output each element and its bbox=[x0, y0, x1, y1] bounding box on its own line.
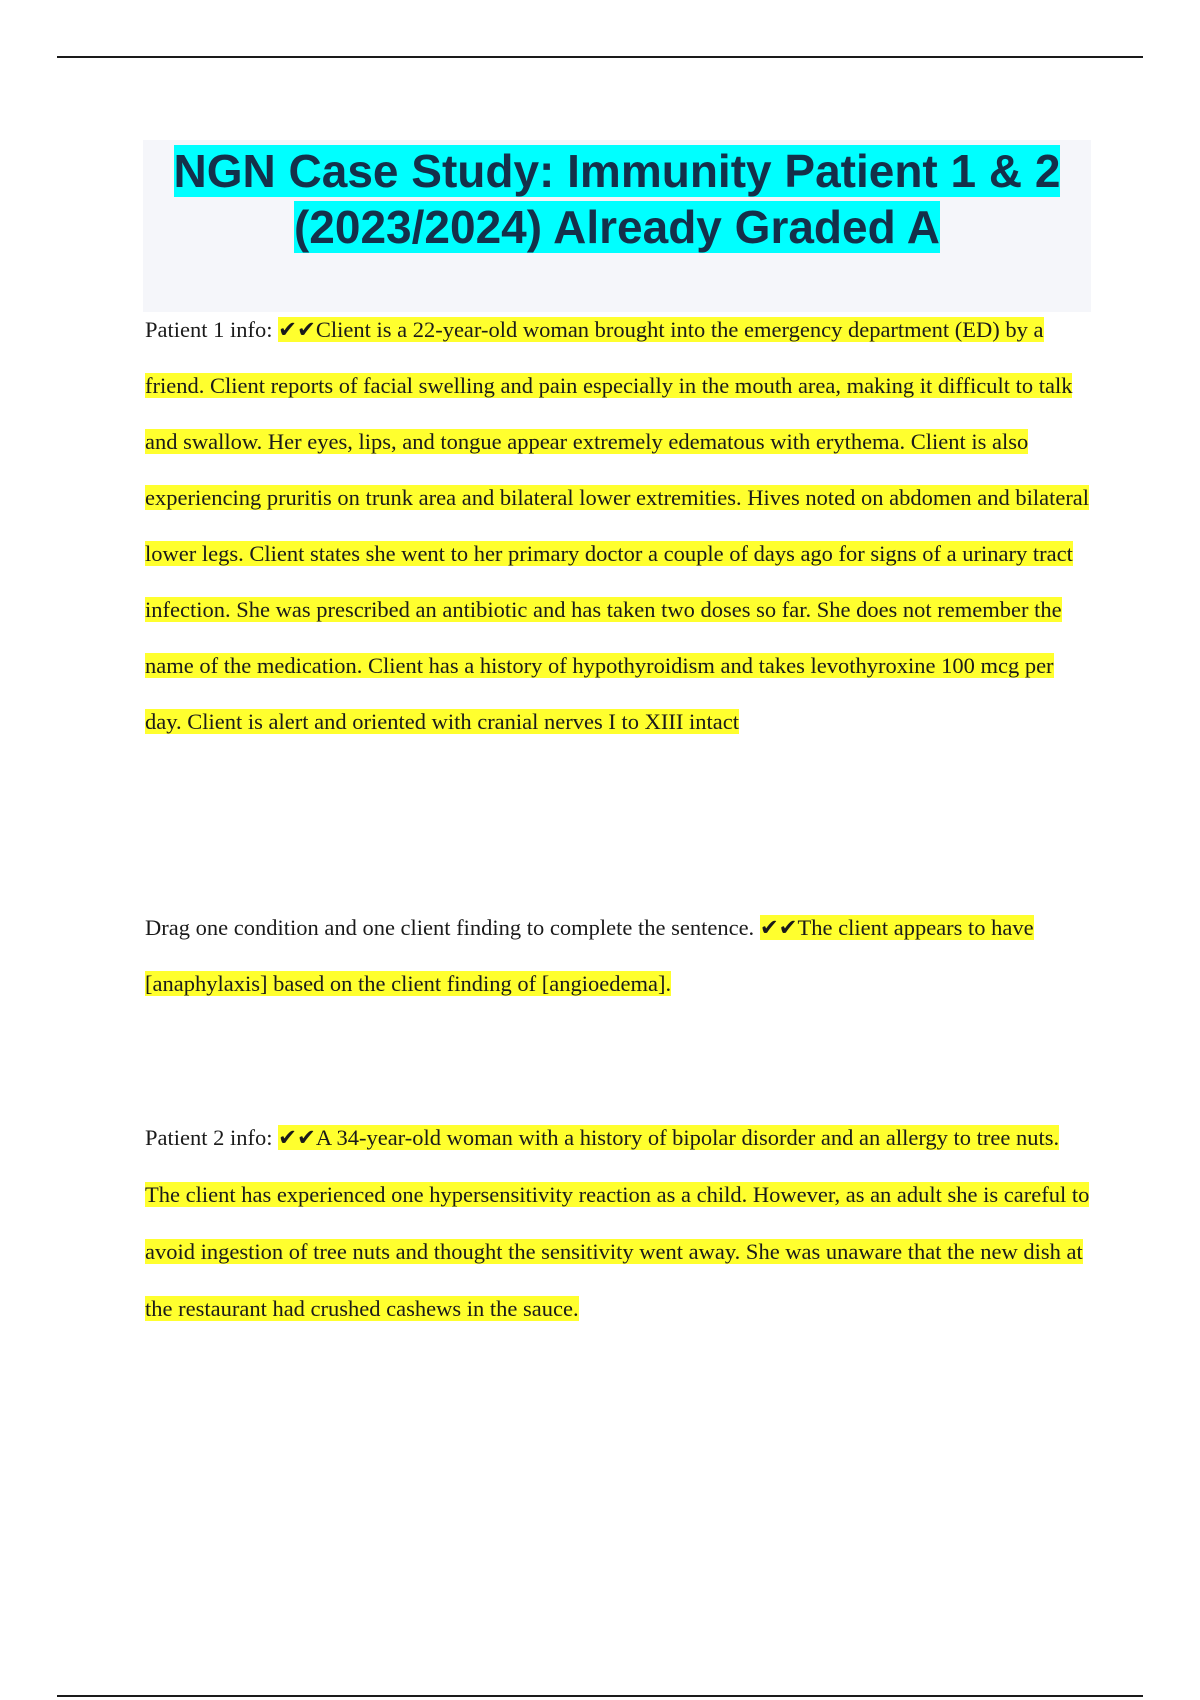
patient-2-answer: ✔✔A 34-year-old woman with a history of bipolar disorder and an allergy to tree nuts. The client has experienced one hypersensitivity reaction as a child. However, as an adult she is careful to avoid ingestion of tree nuts and thought the sensitivity went away. She was unaware that the new dish at the restaurant had crushed cashews in the sauce. bbox=[145, 1125, 1090, 1321]
drag-question-answer: ✔✔The client appears to have [anaphylaxis] based on the client finding of [angioedema]. bbox=[145, 915, 1034, 996]
patient-1-answer: ✔✔Client is a 22-year-old woman brought into the emergency department (ED) by a friend. Client reports of facial swelling and pain especially in the mouth area, making it difficult to talk and swallow. Her eyes, lips, and tongue appear extremely edematous with erythema. Client is also experiencing pruritis on trunk area and bilateral lower extremities. Hives noted on abdomen and bilateral lower legs. Client states she went to her primary doctor a couple of days ago for signs of a urinary tract infection. She was prescribed an antibiotic and has taken two doses so far. She does not remember the name of the medication. Client has a history of hypothyroidism and takes levothyroxine 100 mcg per day. Client is alert and oriented with cranial nerves I to XIII intact bbox=[145, 317, 1090, 734]
patient-1-label: Patient 1 info: bbox=[145, 317, 279, 342]
top-rule bbox=[57, 56, 1143, 58]
bottom-rule bbox=[57, 1695, 1143, 1697]
patient-2-label: Patient 2 info: bbox=[145, 1125, 279, 1150]
drag-question bbox=[145, 900, 1095, 1012]
patient-2-info bbox=[145, 1109, 1095, 1337]
document-title bbox=[143, 143, 1091, 255]
drag-question-label: Drag one condition and one client finding to complete the sentence. bbox=[145, 915, 760, 940]
title-line-2: (2023/2024) Already Graded A bbox=[293, 201, 941, 253]
title-line-1: NGN Case Study: Immunity Patient 1 & 2 bbox=[173, 145, 1061, 197]
patient-1-info bbox=[145, 302, 1095, 750]
